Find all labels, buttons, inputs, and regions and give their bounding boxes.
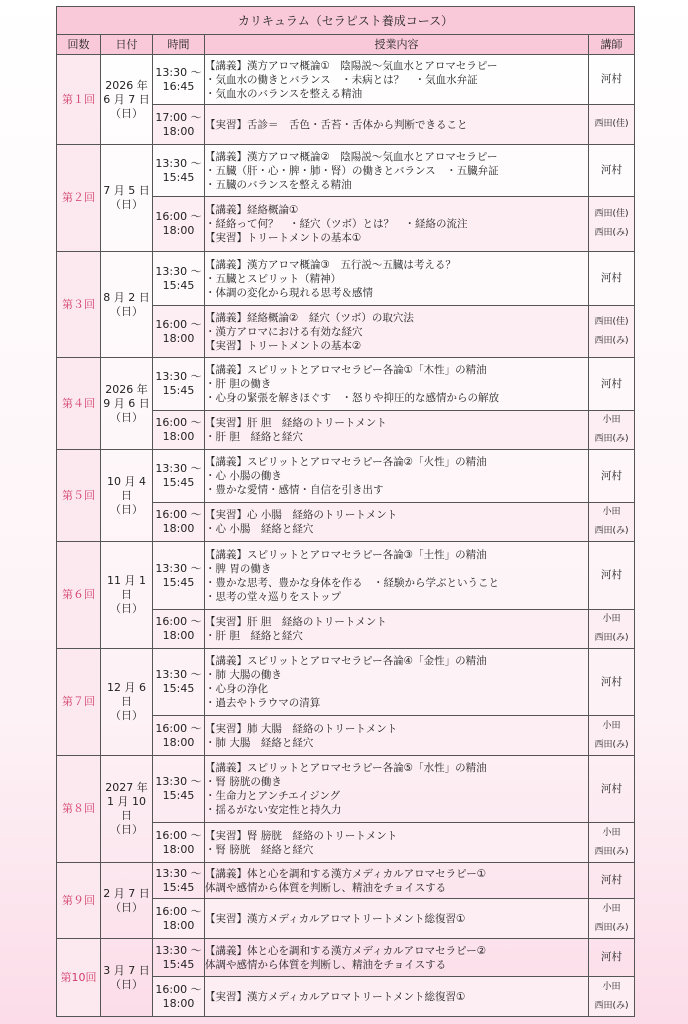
slot-teacher	[589, 252, 635, 306]
session-date-line: （日）	[110, 900, 143, 914]
slot-teacher	[589, 649, 635, 716]
slot-content	[205, 503, 589, 542]
slot-time-line: 13:30 〜	[155, 943, 202, 957]
slot-time-line: 15:45	[162, 476, 195, 489]
content-line: ・肝 胆の働き	[205, 378, 272, 390]
teacher-name: 河村	[601, 469, 623, 482]
slot-time-line: 13:30 〜	[155, 866, 202, 880]
session-date-line: （日）	[110, 602, 143, 615]
slot-time	[153, 411, 205, 450]
slot-time	[153, 145, 205, 197]
content-line: ・腎 膀胱の働き	[205, 776, 282, 788]
content-line: ・心身の浄化	[205, 683, 268, 695]
slot-time-line: 16:00 〜	[155, 210, 202, 223]
content-line: 【実習】舌診＝ 舌色・舌苔・舌体から判断できること	[205, 118, 468, 131]
session-number: 第３回	[57, 252, 101, 358]
session-date-line: 7 月 5 日	[103, 184, 150, 197]
slot-time-line: 18:00	[162, 842, 195, 856]
slot-time-line: 13:30 〜	[155, 561, 202, 575]
slot-teacher	[589, 55, 635, 105]
content-line: ・過去やトラウマの清算	[205, 697, 321, 709]
teacher-name: 小田	[602, 507, 621, 517]
teacher-name: 河村	[601, 164, 623, 176]
slot-content	[205, 939, 589, 977]
slot-time-line: 13:30 〜	[155, 370, 202, 383]
content-line: 【講義】スピリットとアロマセラピー各論②「火性」の精油	[205, 456, 487, 468]
slot-time-line: 15:45	[162, 170, 195, 184]
teacher-name: 西田(み)	[594, 434, 629, 444]
slot-time-line: 18:00	[162, 522, 195, 535]
content-line: 【実習】肝 胆 経絡のトリートメント	[205, 417, 387, 429]
session-date-line: 10 月 4 日	[107, 474, 146, 502]
slot-time	[153, 716, 205, 756]
session-date	[101, 55, 153, 145]
content-line: 【講義】漢方アロマ概論③ 五行説〜五臓は考える？	[205, 258, 456, 271]
teacher-name: 河村	[601, 675, 623, 688]
session-date-line: （日）	[110, 823, 143, 836]
session-number: 第２回	[57, 145, 101, 252]
content-line: 【実習】肺 大腸 経絡のトリートメント	[205, 722, 398, 735]
table-header-row	[57, 35, 635, 55]
slot-content	[205, 756, 589, 823]
content-line: ・生命力とアンチエイジング	[205, 790, 341, 802]
content-line: 【講義】スピリットとアロマセラピー各論④「金性」の精油	[205, 655, 487, 667]
slot-time-line: 16:00 〜	[155, 828, 202, 842]
teacher-name: 小田	[602, 827, 621, 838]
slot-teacher	[589, 863, 635, 899]
teacher-name: 西田(み)	[594, 922, 629, 933]
content-line: 体調や感情から体質を判断し、精油をチョイスする	[205, 958, 447, 971]
curriculum-body	[57, 55, 635, 1017]
session-number: 第４回	[57, 358, 101, 450]
slot-time-line: 18:00	[162, 735, 195, 749]
slot-time-line: 13:30 〜	[155, 156, 202, 170]
slot-time-line: 15:45	[162, 789, 195, 802]
session-date-line: 2 月 7 日	[103, 886, 150, 900]
slot-time-line: 16:00 〜	[155, 416, 202, 429]
content-line: 【講義】経絡概論①	[205, 204, 299, 216]
slot-time	[153, 863, 205, 899]
teacher-name: 西田(佳)	[594, 119, 629, 129]
slot-teacher	[589, 939, 635, 977]
session-number: 第10回	[57, 939, 101, 1017]
slot-time	[153, 450, 205, 503]
table-row	[57, 252, 635, 306]
slot-time-line: 16:45	[162, 79, 195, 93]
teacher-name: 西田(佳)	[594, 316, 629, 327]
slot-time-line: 16:00 〜	[155, 721, 202, 735]
teacher-name: 河村	[601, 782, 623, 795]
content-line: 体調や感情から体質を判断し、精油をチョイスする	[205, 881, 447, 894]
session-date-line: （日）	[110, 410, 143, 424]
slot-time-line: 15:45	[162, 880, 195, 894]
teacher-name: 河村	[601, 874, 623, 886]
content-line: ・脾 胃の働き	[205, 562, 272, 575]
slot-time	[153, 939, 205, 977]
session-date	[101, 358, 153, 450]
table-row	[57, 756, 635, 823]
slot-content	[205, 411, 589, 450]
teacher-name: 西田(み)	[594, 1000, 629, 1011]
header-teacher: 講師	[589, 35, 635, 55]
header-num: 回数	[57, 35, 101, 55]
table-row	[57, 358, 635, 411]
slot-content	[205, 450, 589, 503]
teacher-name: 小田	[602, 720, 621, 731]
slot-content	[205, 145, 589, 197]
content-line: ・心 小腸の働き	[205, 470, 282, 482]
session-date-line: （日）	[110, 709, 143, 722]
slot-time-line: 18:00	[162, 629, 195, 642]
page-title: カリキュラム（セラピスト養成コース）	[57, 7, 635, 35]
table-row	[57, 145, 635, 197]
content-line: 【実習】漢方メディカルアロマトリートメント総復習①	[205, 990, 466, 1003]
teacher-name: 西田(み)	[594, 846, 629, 857]
slot-time	[153, 503, 205, 542]
slot-time-line: 16:00 〜	[155, 982, 202, 996]
slot-time-line: 15:45	[162, 957, 195, 971]
slot-time	[153, 977, 205, 1017]
content-line: ・肝 胆 経絡と経穴	[205, 630, 303, 642]
content-line: ・豊かな愛情・感情・自信を引き出す	[205, 484, 384, 496]
content-line: 【実習】漢方メディカルアロマトリートメント総復習①	[205, 912, 466, 925]
slot-time-line: 18:00	[162, 224, 195, 237]
table-row	[57, 542, 635, 610]
session-date-line: 1 月 10 日	[107, 795, 146, 822]
session-number: 第６回	[57, 542, 101, 649]
content-line: ・腎 膀胱 経絡と経穴	[205, 843, 314, 856]
content-line: ・漢方アロマにおける有効な経穴	[205, 325, 363, 338]
slot-content	[205, 649, 589, 716]
teacher-name: 西田(み)	[594, 335, 629, 346]
header-content: 授業内容	[205, 35, 589, 55]
curriculum-table	[56, 6, 635, 1017]
content-line: ・経絡って何？ ・経穴（ツボ）とは？ ・経絡の流注	[205, 218, 468, 230]
slot-time-line: 17:00 〜	[155, 110, 202, 124]
slot-teacher	[589, 610, 635, 649]
slot-teacher	[589, 411, 635, 450]
teacher-name: 西田(み)	[594, 739, 629, 750]
content-line: ・肝 胆 経絡と経穴	[205, 431, 303, 443]
slot-time-line: 16:00 〜	[155, 615, 202, 628]
teacher-name: 小田	[602, 903, 621, 914]
slot-teacher	[589, 450, 635, 503]
slot-teacher	[589, 105, 635, 145]
content-line: ・肺 大腸の働き	[205, 669, 282, 681]
session-date-line: （日）	[110, 106, 143, 120]
slot-time-line: 15:45	[162, 682, 195, 695]
slot-time	[153, 55, 205, 105]
content-line: ・気血水の働きとバランス ・未病とは？ ・気血水弁証	[205, 73, 478, 86]
teacher-name: 河村	[601, 73, 623, 85]
slot-time	[153, 306, 205, 358]
slot-content	[205, 823, 589, 863]
session-number: 第７回	[57, 649, 101, 756]
slot-time	[153, 756, 205, 823]
slot-time-line: 13:30 〜	[155, 462, 202, 475]
slot-time	[153, 649, 205, 716]
slot-time	[153, 610, 205, 649]
content-line: ・五臓のバランスを整える精油	[205, 178, 352, 191]
session-date	[101, 939, 153, 1017]
table-row	[57, 863, 635, 899]
slot-teacher	[589, 542, 635, 610]
session-date-line: 8 月 2 日	[103, 290, 150, 304]
content-line: 【実習】腎 膀胱 経絡のトリートメント	[205, 829, 398, 842]
slot-teacher	[589, 197, 635, 252]
slot-content	[205, 197, 589, 252]
slot-teacher	[589, 145, 635, 197]
content-line: ・気血水のバランスを整える精油	[205, 87, 363, 100]
teacher-name: 河村	[601, 569, 623, 581]
content-line: 【講義】スピリットとアロマセラピー各論①「木性」の精油	[205, 364, 487, 376]
table-row	[57, 55, 635, 105]
slot-time	[153, 823, 205, 863]
slot-time-line: 15:45	[162, 384, 195, 397]
content-line: ・心 小腸 経絡と経穴	[205, 523, 314, 535]
teacher-name: 西田(み)	[594, 526, 629, 536]
session-date	[101, 450, 153, 542]
curriculum-sheet	[56, 6, 634, 1017]
table-row	[57, 939, 635, 977]
content-line: 【講義】スピリットとアロマセラピー各論⑤「水性」の精油	[205, 762, 487, 774]
slot-time-line: 13:30 〜	[155, 775, 202, 788]
session-date-line: 2026 年	[105, 78, 148, 92]
content-line: 【実習】トリートメントの基本②	[205, 339, 362, 352]
session-date	[101, 863, 153, 939]
table-row	[57, 649, 635, 716]
slot-time-line: 16:00 〜	[155, 904, 202, 918]
slot-teacher	[589, 716, 635, 756]
teacher-name: 西田(佳)	[594, 209, 629, 219]
slot-time	[153, 358, 205, 411]
content-line: ・揺るがない安定性と持久力	[205, 804, 342, 816]
slot-teacher	[589, 823, 635, 863]
teacher-name: 小田	[602, 614, 621, 624]
slot-teacher	[589, 756, 635, 823]
slot-content	[205, 542, 589, 610]
slot-time	[153, 105, 205, 145]
slot-time	[153, 899, 205, 939]
slot-content	[205, 55, 589, 105]
slot-time-line: 18:00	[162, 331, 195, 345]
content-line: 【講義】経絡概論② 経穴（ツボ）の取穴法	[205, 311, 414, 324]
session-date-line: 11 月 1 日	[107, 574, 146, 601]
content-line: 【講義】体と心を調和する漢方メディカルアロマセラピー②	[205, 944, 487, 957]
teacher-name: 西田(み)	[594, 228, 629, 238]
content-line: 【実習】トリートメントの基本①	[205, 232, 362, 244]
session-date-line: 12 月 6 日	[107, 681, 146, 708]
slot-content	[205, 610, 589, 649]
content-line: ・五臓とスピリット（精神）	[205, 272, 342, 285]
slot-time-line: 18:00	[162, 124, 195, 138]
table-row	[57, 450, 635, 503]
slot-time-line: 13:30 〜	[155, 264, 202, 278]
teacher-name: 小田	[602, 981, 621, 992]
content-line: ・思考の堂々巡りをストップ	[205, 590, 342, 603]
content-line: ・豊かな思考、豊かな身体を作る ・経験から学ぶということ	[205, 576, 499, 589]
content-line: 【講義】スピリットとアロマセラピー各論③「土性」の精油	[205, 548, 487, 561]
teacher-name: 河村	[601, 272, 623, 284]
slot-time-line: 13:30 〜	[155, 668, 202, 681]
teacher-name: 河村	[601, 951, 623, 963]
session-date-line: 6 月 7 日	[103, 92, 150, 106]
slot-time-line: 15:45	[162, 575, 195, 589]
session-date	[101, 252, 153, 358]
content-line: 【講義】漢方アロマ概論① 陰陽説〜気血水とアロマセラピー	[205, 59, 498, 72]
slot-content	[205, 306, 589, 358]
header-time: 時間	[153, 35, 205, 55]
slot-time-line: 16:00 〜	[155, 508, 202, 521]
session-date-line: （日）	[110, 977, 143, 991]
slot-time	[153, 197, 205, 252]
slot-time-line: 18:00	[162, 918, 195, 932]
slot-teacher	[589, 306, 635, 358]
slot-content	[205, 716, 589, 756]
content-line: ・肺 大腸 経絡と経穴	[205, 736, 314, 749]
session-date	[101, 145, 153, 252]
content-line: ・五臓（肝・心・脾・肺・腎）の働きとバランス ・五臓弁証	[205, 164, 499, 177]
slot-content	[205, 105, 589, 145]
session-date-line: （日）	[110, 304, 143, 318]
slot-time	[153, 252, 205, 306]
session-number: 第５回	[57, 450, 101, 542]
slot-content	[205, 977, 589, 1017]
slot-content	[205, 863, 589, 899]
slot-teacher	[589, 977, 635, 1017]
session-number: 第１回	[57, 55, 101, 145]
session-date	[101, 756, 153, 863]
content-line: 【実習】肝 胆 経絡のトリートメント	[205, 616, 387, 628]
session-date-line: （日）	[110, 502, 143, 516]
slot-time-line: 18:00	[162, 996, 195, 1010]
session-date-line: 9 月 6 日	[103, 396, 150, 410]
slot-teacher	[589, 899, 635, 939]
content-line: 【講義】体と心を調和する漢方メディカルアロマセラピー①	[205, 867, 487, 880]
slot-time-line: 13:30 〜	[155, 65, 202, 79]
slot-time	[153, 542, 205, 610]
slot-time-line: 15:45	[162, 278, 195, 292]
session-date	[101, 649, 153, 756]
slot-time-line: 16:00 〜	[155, 317, 202, 331]
teacher-name: 西田(み)	[594, 633, 629, 643]
session-date-line: （日）	[110, 198, 143, 211]
session-date-line: 3 月 7 日	[103, 963, 150, 977]
session-number: 第９回	[57, 863, 101, 939]
teacher-name: 河村	[601, 377, 623, 390]
slot-content	[205, 252, 589, 306]
slot-time-line: 18:00	[162, 430, 195, 443]
session-date	[101, 542, 153, 649]
content-line: ・心身の緊張を解きほぐす ・怒りや抑圧的な感情からの解放	[205, 392, 499, 404]
slot-teacher	[589, 358, 635, 411]
session-date-line: 2026 年	[105, 382, 148, 396]
content-line: 【講義】漢方アロマ概論② 陰陽説〜気血水とアロマセラピー	[205, 150, 498, 163]
session-number: 第８回	[57, 756, 101, 863]
teacher-name: 小田	[602, 415, 621, 425]
content-line: ・体調の変化から現れる思考＆感情	[205, 286, 373, 299]
header-date: 日付	[101, 35, 153, 55]
session-date-line: 2027 年	[105, 781, 148, 794]
content-line: 【実習】心 小腸 経絡のトリートメント	[205, 509, 398, 521]
slot-content	[205, 358, 589, 411]
slot-content	[205, 899, 589, 939]
slot-teacher	[589, 503, 635, 542]
